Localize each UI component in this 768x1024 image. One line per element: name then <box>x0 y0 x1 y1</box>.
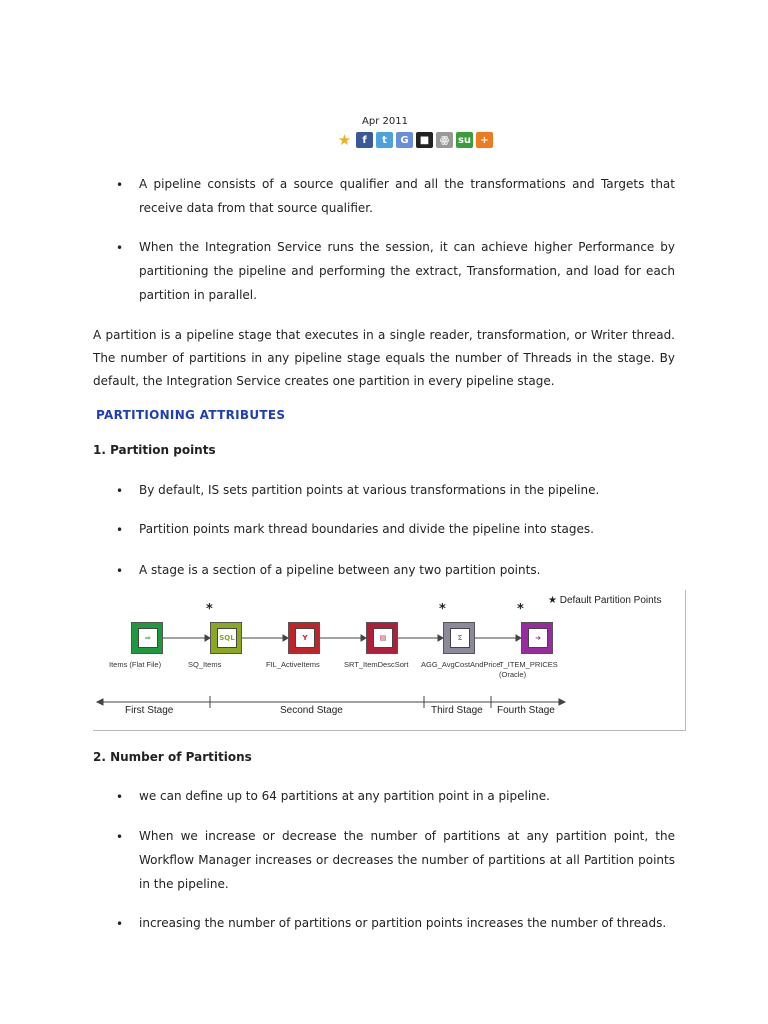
bullet-marker: • <box>116 484 124 498</box>
node-label: SQ_Items <box>188 660 222 669</box>
bullet-marker: • <box>116 564 124 578</box>
partition-point-star-icon: * <box>206 602 213 617</box>
facebook-icon[interactable]: f <box>356 132 373 148</box>
body-paragraph: A partition is a pipeline stage that executes in a single reader, transformation, or Writer thread. The number of partitions in any pipeline stage equals the number of Threads in the stage. By default, the Integration Service creates one partition in every pipeline stage. <box>93 328 675 388</box>
partition-point-star-icon: * <box>439 602 446 617</box>
stumbleupon-icon[interactable]: su <box>456 132 473 148</box>
pipeline-node <box>131 622 163 654</box>
partition-point-star-icon: * <box>517 602 524 617</box>
bullet-marker: • <box>116 830 124 844</box>
bullet-marker: • <box>116 523 124 537</box>
pipeline-node <box>366 622 398 654</box>
stage-label: Third Stage <box>431 705 483 716</box>
share-bar <box>336 132 493 148</box>
transformation-icon: ➜ <box>528 628 548 648</box>
transformation-icon: Σ <box>450 628 470 648</box>
bullet-text: Partition points mark thread boundaries and divide the pipeline into stages. <box>139 522 594 536</box>
bullet-marker: • <box>116 917 124 931</box>
subsection-heading: 1. Partition points <box>93 443 216 457</box>
node-label: AGG_AvgCostAndPrice <box>421 660 501 669</box>
addthis-icon[interactable]: + <box>476 132 493 148</box>
stage-label: Fourth Stage <box>497 705 555 716</box>
bullet-text: A pipeline consists of a source qualifier and all the transformations and Targets that receive data from that source qualifier. <box>139 177 675 215</box>
pipeline-diagram <box>93 590 686 731</box>
twitter-icon[interactable]: t <box>376 132 393 148</box>
stage-label: Second Stage <box>280 705 343 716</box>
bullet-marker: • <box>116 790 124 804</box>
bullet-text: we can define up to 64 partitions at any partition point in a pipeline. <box>139 789 550 803</box>
myspace-icon[interactable]: ꙮ <box>436 132 453 148</box>
pipeline-node <box>521 622 553 654</box>
node-label: FIL_ActiveItems <box>266 660 320 669</box>
bullet-text: By default, IS sets partition points at various transformations in the pipeline. <box>139 483 600 497</box>
stage-label: First Stage <box>125 705 174 716</box>
bullet-text: A stage is a section of a pipeline between any two partition points. <box>139 563 541 577</box>
transformation-icon: ▤ <box>373 628 393 648</box>
bullet-text: When the Integration Service runs the session, it can achieve higher Performance by partitioning the pipeline and performing the extract, Transformation, and load for each partition in parallel. <box>139 240 675 302</box>
pipeline-node <box>210 622 242 654</box>
node-label: SRT_ItemDescSort <box>344 660 409 669</box>
legend-label: ★ Default Partition Points <box>548 595 662 606</box>
section-heading: PARTITIONING ATTRIBUTES <box>96 408 286 422</box>
node-label: Items (Flat File) <box>109 660 162 669</box>
bullet-text: increasing the number of partitions or partition points increases the number of threads. <box>139 916 667 930</box>
google-icon[interactable]: G <box>396 132 413 148</box>
pipeline-node <box>288 622 320 654</box>
transformation-icon: Y <box>295 628 315 648</box>
bullet-marker: • <box>116 178 124 192</box>
delicious-icon[interactable]: ■ <box>416 132 433 148</box>
pipeline-node <box>443 622 475 654</box>
transformation-icon: SQL <box>217 628 237 648</box>
bullet-text: When we increase or decrease the number of partitions at any partition point, the Workflow Manager increases or decreases the number of partitions at all Partition points in the pipeline. <box>139 829 675 891</box>
bullet-marker: • <box>116 241 124 255</box>
transformation-icon: ⇨ <box>138 628 158 648</box>
star-icon[interactable]: ★ <box>337 131 352 149</box>
subsection-heading: 2. Number of Partitions <box>93 750 252 764</box>
date-label: Apr 2011 <box>362 116 408 127</box>
node-label: T_ITEM_PRICES (Oracle) <box>499 660 558 679</box>
